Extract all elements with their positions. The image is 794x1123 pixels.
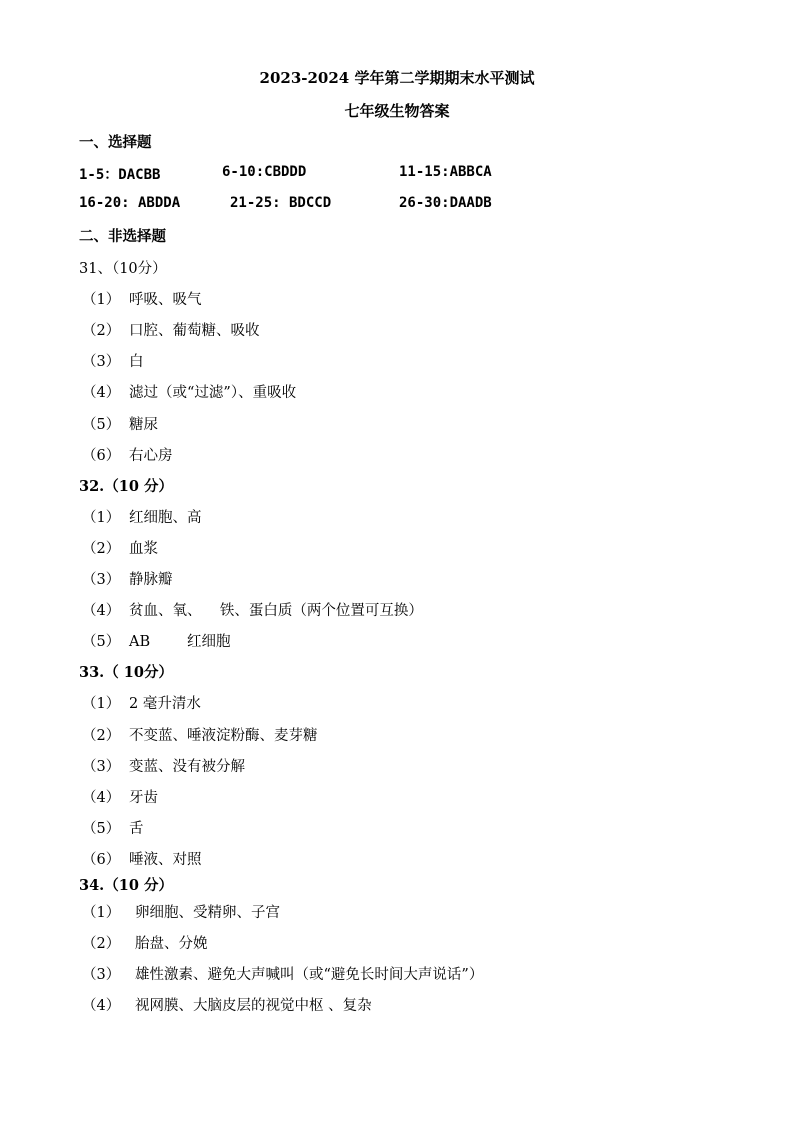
answer-item <box>82 568 173 589</box>
answer-item <box>82 901 280 922</box>
answer-number: （3） <box>82 967 121 983</box>
answer-text: 右心房 <box>129 448 173 464</box>
answer-item <box>82 350 144 371</box>
answer-text: 不变蓝、唾液淀粉酶、麦芽糖 <box>129 728 318 744</box>
answer-number: （1） <box>82 905 121 921</box>
answer-number: （1） <box>82 696 121 712</box>
page-subtitle: 七年级生物答案 <box>344 102 450 120</box>
section-heading-multiple-choice: 一、选择题 <box>79 134 152 151</box>
answer-item <box>82 724 318 745</box>
answer-number: （5） <box>82 634 121 650</box>
answer-text: 唾液、对照 <box>129 852 202 868</box>
answer-text: 舌 <box>129 821 144 837</box>
answer-item <box>82 848 202 869</box>
mc-answer-group: 26-30:DAADB <box>399 195 492 211</box>
answer-text: 红细胞、高 <box>129 510 202 526</box>
answer-text: 视网膜、大脑皮层的视觉中枢 、复杂 <box>135 998 372 1014</box>
answer-number: （6） <box>82 852 121 868</box>
answer-text: AB 红细胞 <box>129 634 231 650</box>
answer-text: 2 毫升清水 <box>129 696 201 712</box>
answer-item <box>82 288 202 309</box>
answer-text: 胎盘、分娩 <box>135 936 208 952</box>
answer-number: （4） <box>82 603 121 619</box>
answer-number: （6） <box>82 448 121 464</box>
answer-item <box>82 994 372 1015</box>
answer-item <box>82 630 231 651</box>
answer-item <box>82 692 201 713</box>
answer-text: 变蓝、没有被分解 <box>129 759 245 775</box>
answer-number: （3） <box>82 572 121 588</box>
answer-item <box>82 932 208 953</box>
answer-item <box>82 319 260 340</box>
answer-item <box>82 381 296 402</box>
answer-item <box>82 599 423 620</box>
answer-number: （2） <box>82 323 121 339</box>
answer-number: （3） <box>82 354 121 370</box>
mc-answer-group: 11-15:ABBCA <box>399 164 492 180</box>
answer-item <box>82 817 144 838</box>
section-heading-non-choice: 二、非选择题 <box>79 228 166 245</box>
answer-text: 牙齿 <box>129 790 158 806</box>
answer-number: （2） <box>82 936 121 952</box>
answer-number: （1） <box>82 510 121 526</box>
answer-text: 静脉瓣 <box>129 572 173 588</box>
answer-number: （5） <box>82 417 121 433</box>
answer-number: （5） <box>82 821 121 837</box>
answer-text: 贫血、氧、 铁、蛋白质（两个位置可互换） <box>129 603 423 619</box>
answer-item <box>82 444 173 465</box>
mc-answer-group: 1-5：DACBB <box>79 167 161 183</box>
answer-item <box>82 786 158 807</box>
answer-number: （3） <box>82 759 121 775</box>
question-header-33: 33.（ 10分） <box>79 664 173 681</box>
answer-text: 呼吸、吸气 <box>129 292 202 308</box>
answer-item <box>82 755 245 776</box>
question-header-31: 31、（10分） <box>79 261 167 277</box>
answer-item <box>82 537 158 558</box>
answer-number: （4） <box>82 790 121 806</box>
mc-answer-group: 21-25: BDCCD <box>230 195 332 211</box>
page-title: 2023-2024 学年第二学期期末水平测试 <box>259 69 535 87</box>
answer-number: （4） <box>82 385 121 401</box>
answer-number: （2） <box>82 728 121 744</box>
answer-text: 滤过（或“过滤”）、重吸收 <box>129 385 297 401</box>
mc-answer-group: 6-10:CBDDD <box>222 164 307 180</box>
mc-answer-group: 16-20: ABDDA <box>79 195 181 211</box>
answer-number: （2） <box>82 541 121 557</box>
answer-number: （4） <box>82 998 121 1014</box>
answer-text: 糖尿 <box>129 417 158 433</box>
answer-text: 卵细胞、受精卵、子宫 <box>135 905 280 921</box>
answer-number: （1） <box>82 292 121 308</box>
answer-item <box>82 963 483 984</box>
question-header-34: 34.（10 分） <box>79 877 173 894</box>
question-header-32: 32.（10 分） <box>79 478 173 495</box>
answer-text: 口腔、葡萄糖、吸收 <box>129 323 260 339</box>
answer-item <box>82 506 202 527</box>
answer-item <box>82 413 158 434</box>
answer-text: 白 <box>129 354 144 370</box>
answer-text: 血浆 <box>129 541 158 557</box>
answer-text: 雄性激素、避免大声喊叫（或“避免长时间大声说话”） <box>135 967 484 983</box>
